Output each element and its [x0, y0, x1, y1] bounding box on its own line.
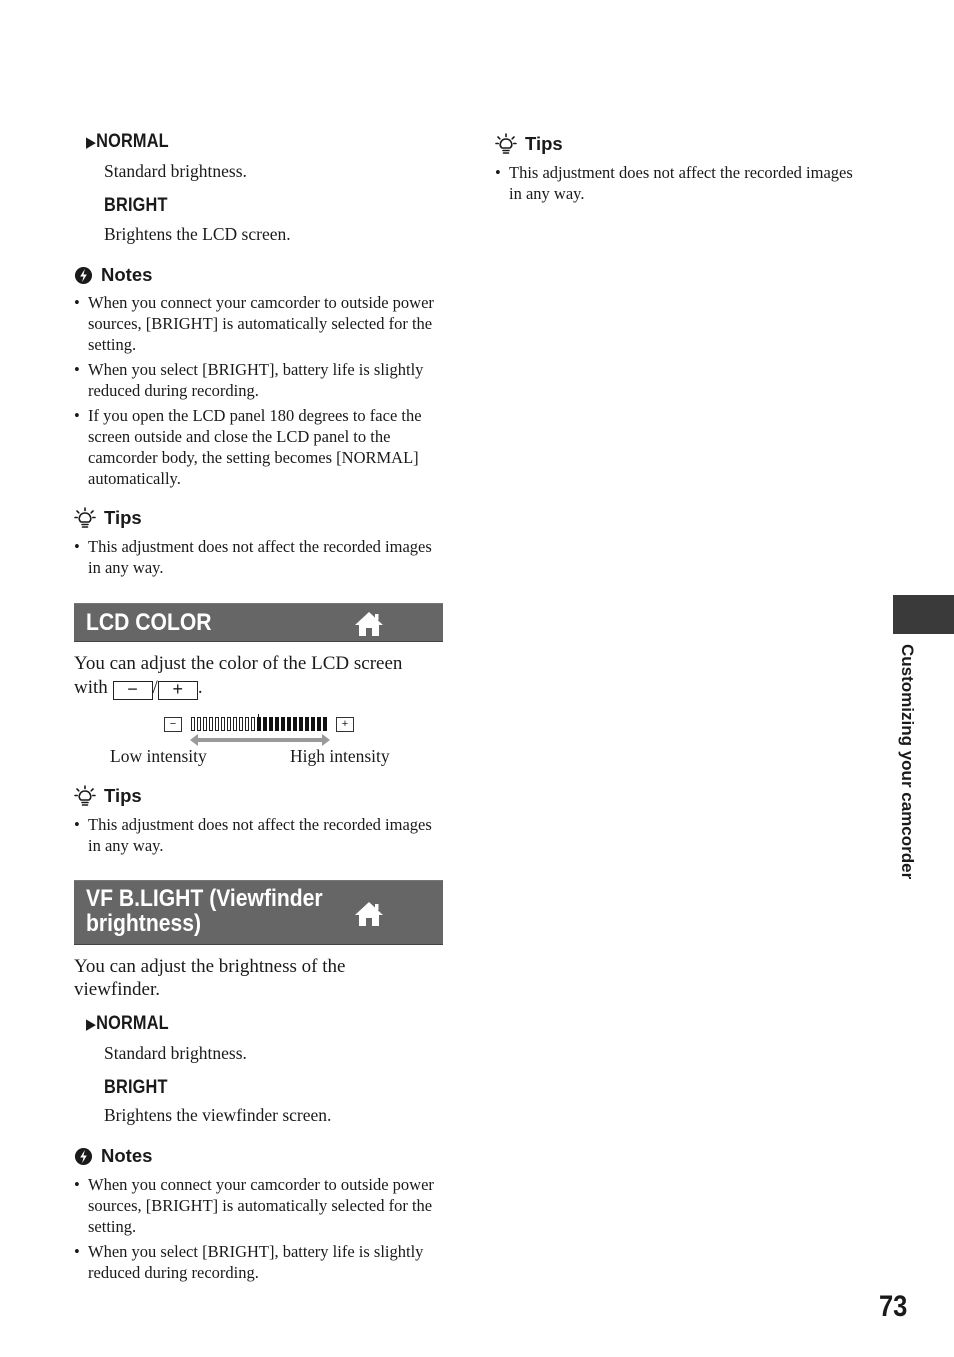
bar-segment — [299, 717, 303, 731]
bar-segment — [257, 717, 261, 731]
tips-list — [495, 162, 861, 208]
list-item: • When you connect your camcorder to outside power sources, [BRIGHT] is automatically selected for the setting. — [74, 1174, 440, 1237]
list-item: • This adjustment does not affect the recorded images in any way. — [74, 536, 440, 578]
bar-segment — [281, 717, 285, 731]
option-bright-label: BRIGHT — [104, 195, 168, 216]
tips-list — [74, 814, 440, 860]
option-bright-desc: Brightens the viewfinder screen. — [104, 1105, 332, 1125]
option-normal-desc: Standard brightness. — [104, 161, 247, 181]
option-normal — [86, 1013, 182, 1035]
option-bright-desc: Brightens the LCD screen. — [104, 224, 291, 244]
notes-heading: Notes — [74, 1145, 152, 1167]
vf-blight-title: VF B.LIGHT (Viewfinder brightness) — [86, 885, 323, 937]
bar-segment — [269, 717, 273, 731]
lcd-color-banner — [74, 603, 443, 642]
option-normal-label: ▶NORMAL — [86, 1013, 169, 1034]
selected-marker-icon: ▶ — [86, 134, 97, 151]
lightbulb-icon — [495, 133, 517, 155]
tips-heading: Tips — [495, 133, 563, 155]
double-arrow-icon — [190, 734, 330, 746]
bar-segment — [275, 717, 279, 731]
vf-blight-banner — [74, 880, 443, 945]
lightbulb-icon — [74, 785, 96, 807]
tips-list — [74, 536, 440, 582]
lcd-color-title: LCD COLOR — [86, 609, 212, 636]
bar-minus-box: − — [164, 717, 182, 732]
bar-segment — [245, 717, 249, 731]
bar-segment — [251, 717, 255, 731]
bar-segment — [221, 717, 225, 731]
bar-segment — [203, 717, 207, 731]
minus-button-icon: − — [113, 681, 153, 700]
bar-segment — [317, 717, 321, 731]
home-icon[interactable] — [354, 901, 384, 927]
high-intensity-label: High intensity — [290, 746, 390, 766]
option-bright-label: BRIGHT — [104, 1077, 168, 1098]
bar-segments — [191, 717, 329, 731]
list-item: • When you connect your camcorder to outside power sources, [BRIGHT] is automatically selected for the setting. — [74, 292, 440, 355]
low-intensity-label: Low intensity — [110, 746, 207, 766]
notes-list — [74, 292, 440, 493]
bar-segment — [197, 717, 201, 731]
option-normal-label: ▶NORMAL — [86, 131, 169, 152]
bar-segment — [239, 717, 243, 731]
bar-segment — [209, 717, 213, 731]
notes-icon — [74, 1147, 93, 1166]
bar-segment — [287, 717, 291, 731]
bar-segment — [311, 717, 315, 731]
list-item: • When you select [BRIGHT], battery life is slightly reduced during recording. — [74, 1241, 440, 1283]
list-item: • If you open the LCD panel 180 degrees to face the screen outside and close the LCD panel to the camcorder body, the setting becomes [NORMAL] automatically. — [74, 405, 440, 489]
bar-segment — [227, 717, 231, 731]
section-tab — [893, 595, 954, 634]
notes-icon — [74, 266, 93, 285]
vf-blight-intro: You can adjust the brightness of the viewfinder. — [74, 956, 346, 1000]
plus-button-icon: + — [158, 681, 198, 700]
selected-marker-icon: ▶ — [86, 1016, 97, 1033]
list-item: • This adjustment does not affect the recorded images in any way. — [495, 162, 861, 204]
tips-heading: Tips — [74, 507, 142, 529]
lightbulb-icon — [74, 507, 96, 529]
bar-segment — [323, 717, 327, 731]
bar-segment — [263, 717, 267, 731]
lcd-color-intro: You can adjust the color of the LCD screen with − / + . — [74, 653, 403, 699]
notes-list — [74, 1174, 440, 1287]
bar-center-tick — [258, 714, 259, 718]
section-label: Customizing your camcorder — [898, 644, 917, 880]
bar-segment — [215, 717, 219, 731]
bar-segment — [233, 717, 237, 731]
list-item: • When you select [BRIGHT], battery life is slightly reduced during recording. — [74, 359, 440, 401]
page-number: 73 — [879, 1290, 908, 1323]
notes-heading: Notes — [74, 264, 152, 286]
option-normal-desc: Standard brightness. — [104, 1043, 247, 1063]
home-icon[interactable] — [354, 611, 384, 637]
bar-segment — [305, 717, 309, 731]
bar-plus-box: + — [336, 717, 354, 732]
tips-heading: Tips — [74, 785, 142, 807]
option-normal — [86, 131, 182, 153]
list-item: • This adjustment does not affect the recorded images in any way. — [74, 814, 440, 856]
bar-segment — [191, 717, 195, 731]
bar-segment — [293, 717, 297, 731]
